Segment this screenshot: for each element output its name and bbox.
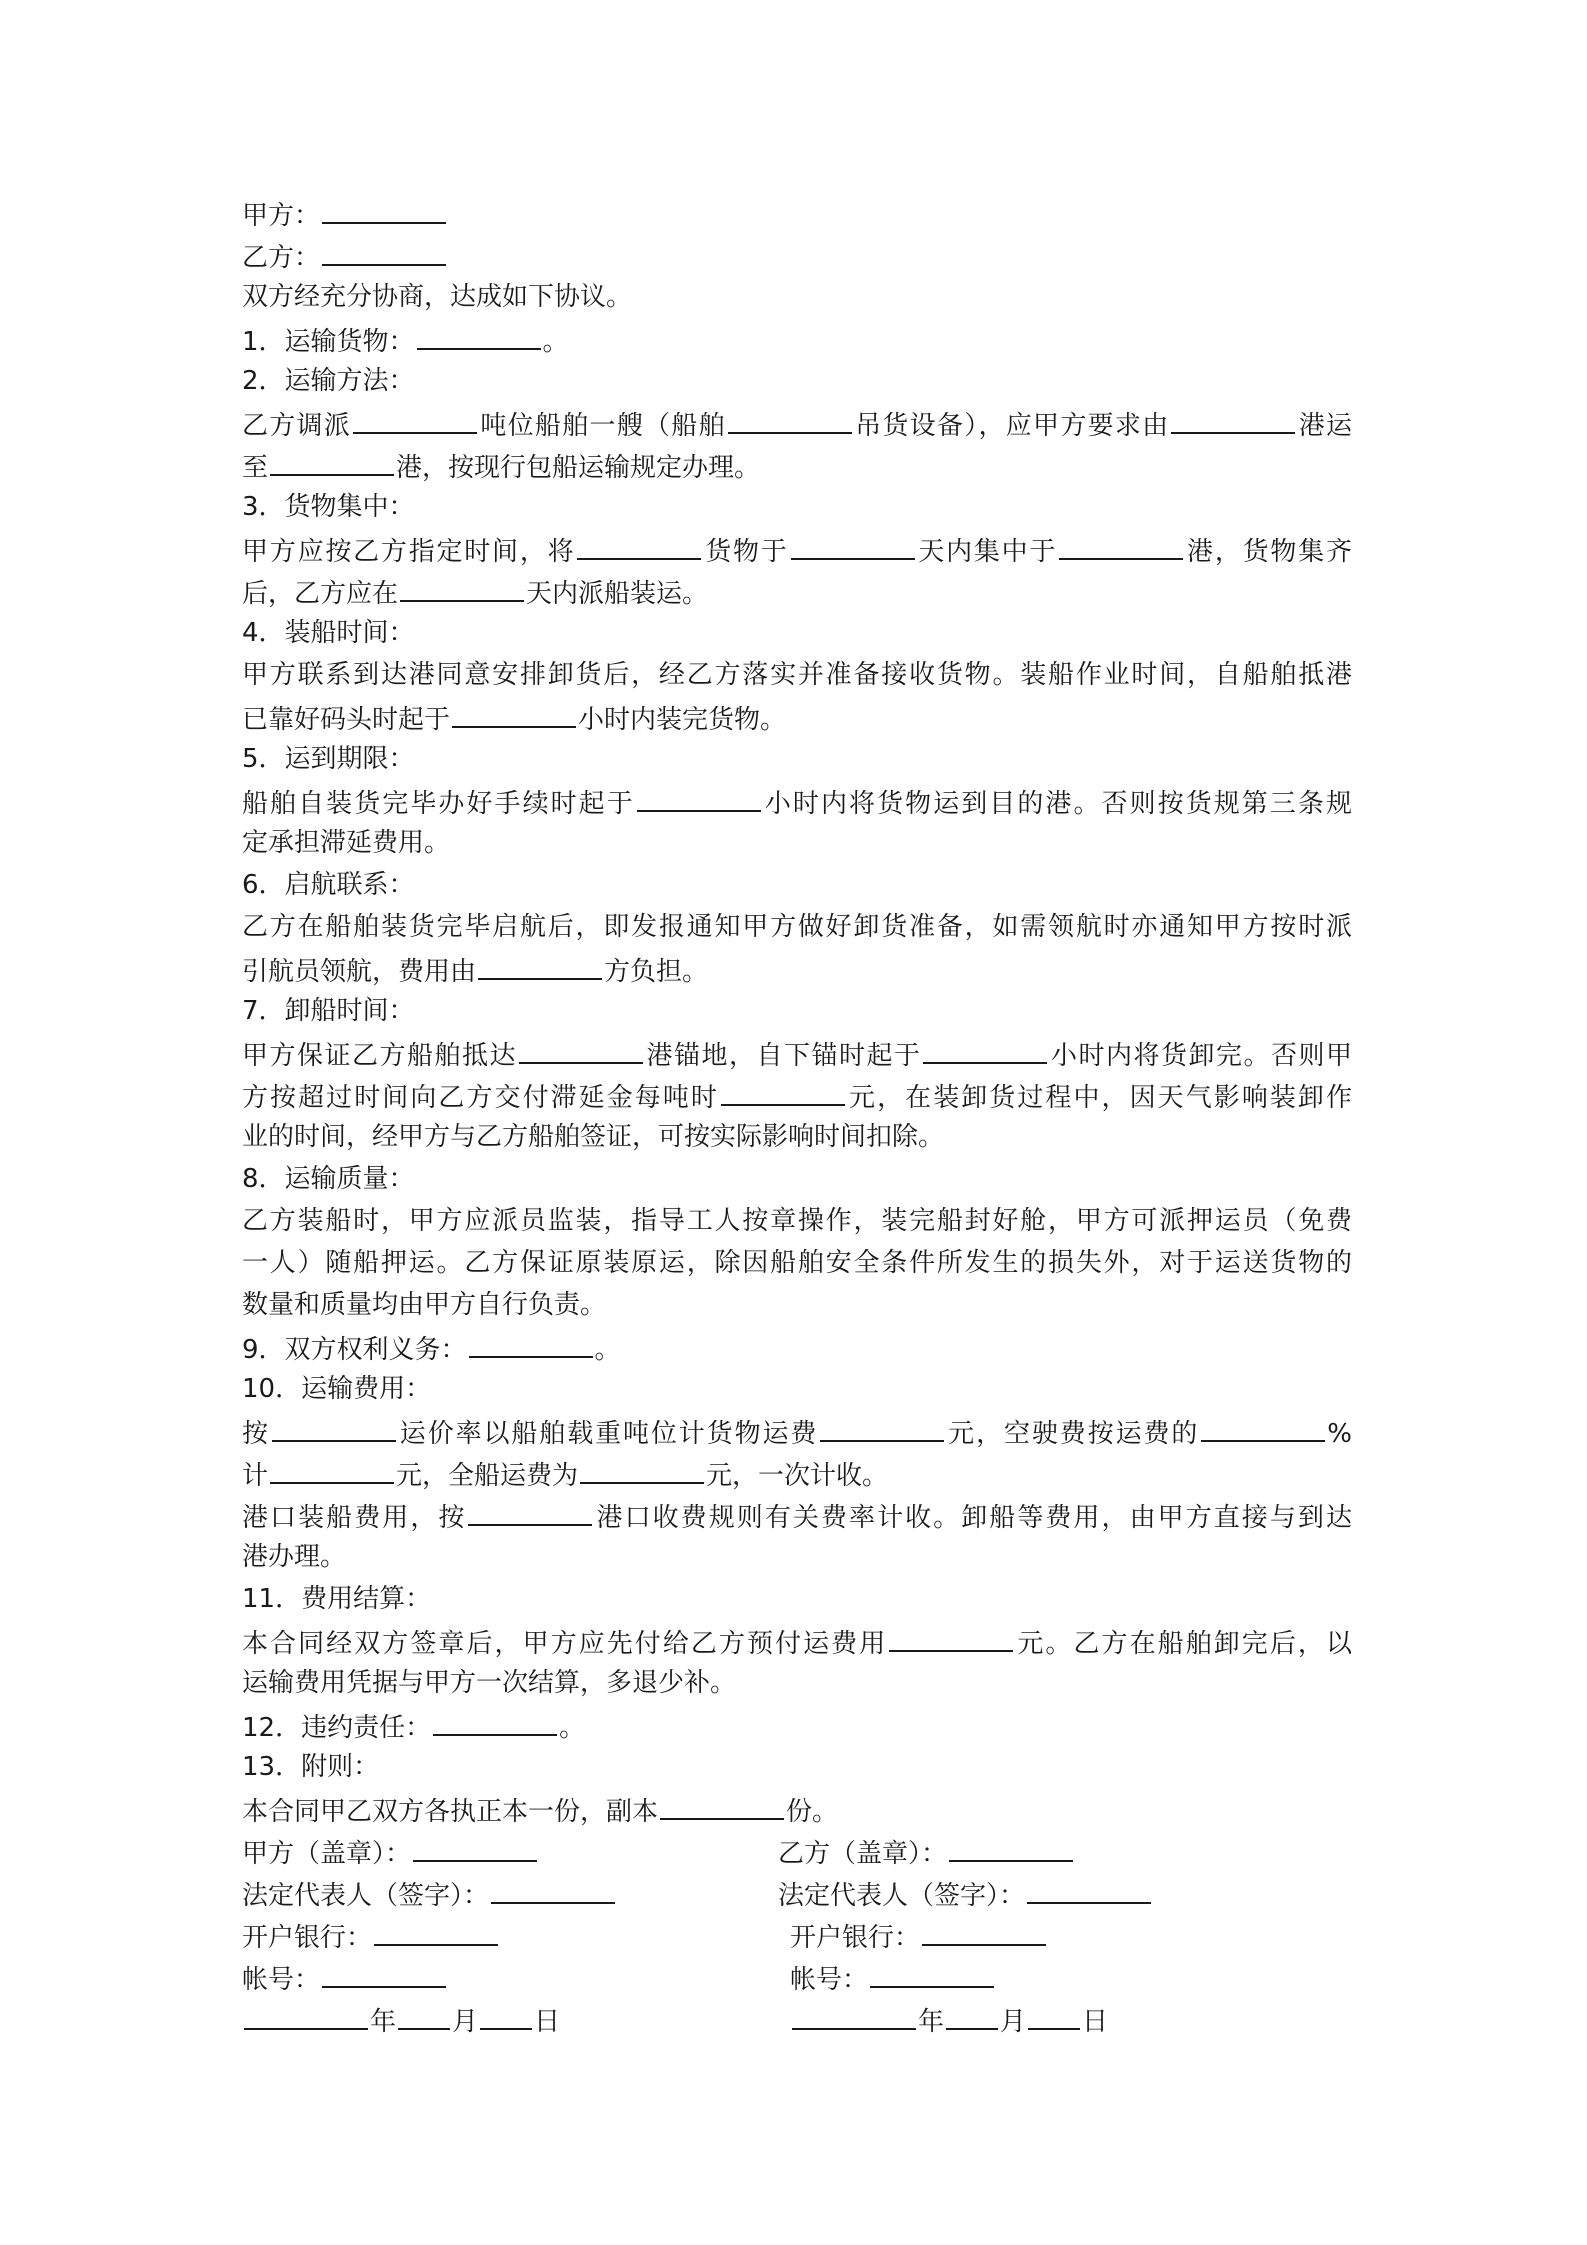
text: 吊货设备），应甲方要求由 xyxy=(853,411,1170,441)
section-8-line-2: 一人）随船押运。乙方保证原装原运，除因船舶安全条件所发生的损失外，对于运送货物的 xyxy=(242,1248,1352,1278)
party-b-rep-blank[interactable] xyxy=(1027,1872,1151,1904)
text: 后，乙方应在 xyxy=(242,579,399,609)
section-13-title: 13．附则： xyxy=(242,1752,380,1782)
section-11-line-2: 运输费用凭据与甲方一次结算，多退少补。 xyxy=(242,1668,737,1698)
section-10-title: 10．运输费用： xyxy=(242,1374,432,1404)
text: 港运 xyxy=(1297,411,1352,441)
text: 元，一次计收。 xyxy=(706,1461,889,1491)
crane-blank[interactable] xyxy=(728,402,852,434)
section-9 xyxy=(242,1326,1352,1368)
punct: 。 xyxy=(594,1335,621,1365)
party-b-bank-label: 开户银行： xyxy=(790,1923,921,1953)
section-8-line-1: 乙方装船时，甲方应派员监装，指导工人按章操作，装完船封好舱，甲方可派押运员（免费 xyxy=(242,1206,1352,1236)
text: 引航员领航，费用由 xyxy=(242,957,477,987)
ship-days-blank[interactable] xyxy=(400,570,524,602)
rights-blank[interactable] xyxy=(469,1326,593,1358)
section-9-title: 9．双方权利义务： xyxy=(242,1335,467,1365)
party-a-account-blank[interactable] xyxy=(322,1956,446,1988)
empty-run-percent-blank[interactable] xyxy=(1201,1410,1325,1442)
transit-hours-blank[interactable] xyxy=(637,780,761,812)
gather-port-blank[interactable] xyxy=(1059,528,1183,560)
day-label: 日 xyxy=(1082,2007,1109,2037)
party-b-day-blank[interactable] xyxy=(1028,1998,1080,2030)
party-b-line xyxy=(242,234,1352,276)
section-4-line-1: 甲方联系到达港同意安排卸货后，经乙方落实并准备接收货物。装船作业时间，自船舶抵港 xyxy=(242,660,1352,690)
text: 小时内将货卸完。否则甲 xyxy=(1049,1041,1352,1071)
section-3-title: 3．货物集中： xyxy=(242,492,415,522)
section-10-line-4: 港办理。 xyxy=(242,1542,347,1572)
prepayment-blank[interactable] xyxy=(889,1620,1013,1652)
section-11-line-1 xyxy=(242,1620,1352,1662)
punct: 。 xyxy=(559,1713,586,1743)
tonnage-blank[interactable] xyxy=(353,402,477,434)
party-a-rep-label: 法定代表人（签字）： xyxy=(242,1881,490,1911)
section-8-line-3: 数量和质量均由甲方自行负责。 xyxy=(242,1290,607,1320)
section-5-line-1 xyxy=(242,780,1352,822)
party-b-account xyxy=(790,1956,996,1998)
party-b-rep xyxy=(778,1872,1153,1914)
text: 小时内装完货物。 xyxy=(578,705,787,735)
days-blank[interactable] xyxy=(791,528,915,560)
text: 本合同经双方签章后，甲方应先付给乙方预付运费用 xyxy=(242,1629,888,1659)
party-a-bank-label: 开户银行： xyxy=(242,1923,373,1953)
origin-port-blank[interactable] xyxy=(1171,402,1295,434)
party-b-seal-blank[interactable] xyxy=(949,1830,1073,1862)
section-2-title: 2．运输方法： xyxy=(242,366,415,396)
text: 按 xyxy=(242,1419,270,1449)
party-b-blank[interactable] xyxy=(322,234,446,266)
section-10-line-3 xyxy=(242,1494,1352,1536)
party-b-account-label: 帐号： xyxy=(790,1965,869,1995)
section-8-title: 8．运输质量： xyxy=(242,1164,415,1194)
party-b-account-blank[interactable] xyxy=(870,1956,994,1988)
section-7-line-1 xyxy=(242,1032,1352,1074)
party-a-line xyxy=(242,192,1352,234)
party-a-account-label: 帐号： xyxy=(242,1965,321,1995)
text: 甲方保证乙方船舶抵达 xyxy=(242,1041,517,1071)
text: 本合同甲乙双方各执正本一份，副本 xyxy=(242,1797,659,1827)
section-5-title: 5．运到期限： xyxy=(242,744,415,774)
text: 吨位船舶一艘（船舶 xyxy=(479,411,726,441)
text: 船舶自装货完毕办好手续时起于 xyxy=(242,789,635,819)
month-label: 月 xyxy=(1000,2007,1027,2037)
port-rules-blank[interactable] xyxy=(468,1494,592,1526)
destination-port-blank[interactable] xyxy=(270,444,394,476)
section-1-title: 1．运输货物： xyxy=(242,327,415,357)
text: 小时内将货物运到目的港。否则按货规第三条规 xyxy=(762,789,1352,819)
party-b-seal-label: 乙方（盖章）： xyxy=(778,1839,948,1869)
text: 元，空驶费按运费的 xyxy=(946,1419,1200,1449)
intro-line: 双方经充分协商，达成如下协议。 xyxy=(242,282,633,312)
text: 元，全船运费为 xyxy=(396,1461,579,1491)
section-1 xyxy=(242,318,1352,360)
text: 货物于 xyxy=(703,537,789,567)
party-b-rep-label: 法定代表人（签字）： xyxy=(778,1881,1026,1911)
text: 至 xyxy=(242,453,269,483)
text: 方按超过时间向乙方交付滞延金每吨时 xyxy=(242,1083,719,1113)
party-b-bank xyxy=(790,1914,1048,1956)
text: 港锚地，自下锚时起于 xyxy=(645,1041,922,1071)
text: 天内派船装运。 xyxy=(526,579,709,609)
section-7-line-2 xyxy=(242,1074,1352,1116)
text: 运价率以船舶载重吨位计货物运费 xyxy=(397,1419,819,1449)
demurrage-rate-blank[interactable] xyxy=(721,1074,845,1106)
party-a-seal-blank[interactable] xyxy=(413,1830,537,1862)
party-a-rep-blank[interactable] xyxy=(491,1872,615,1904)
copies-blank[interactable] xyxy=(660,1788,784,1820)
party-b-seal xyxy=(778,1830,1075,1872)
party-b-month-blank[interactable] xyxy=(946,1998,998,2030)
text: 港，按现行包船运输规定办理。 xyxy=(396,453,761,483)
section-10-line-2 xyxy=(242,1452,1352,1494)
goods-blank[interactable] xyxy=(577,528,701,560)
party-b-label: 乙方： xyxy=(242,243,321,273)
section-5-line-2: 定承担滞延费用。 xyxy=(242,828,451,858)
total-freight-blank[interactable] xyxy=(580,1452,704,1484)
section-11-title: 11．费用结算： xyxy=(242,1584,432,1614)
day-label: 日 xyxy=(534,2007,561,2037)
party-a-year-blank[interactable] xyxy=(244,1998,368,2030)
section-13-line-1 xyxy=(242,1788,1352,1830)
text: % xyxy=(1327,1419,1352,1449)
liability-blank[interactable] xyxy=(433,1704,557,1736)
section-3-line-2 xyxy=(242,570,1352,612)
month-label: 月 xyxy=(452,2007,479,2037)
party-b-year-blank[interactable] xyxy=(792,1998,916,2030)
unload-hours-blank[interactable] xyxy=(923,1032,1047,1064)
party-a-day-blank[interactable] xyxy=(480,1998,532,2030)
pilot-fee-party-blank[interactable] xyxy=(478,948,602,980)
empty-run-fee-blank[interactable] xyxy=(270,1452,394,1484)
section-2-line-2 xyxy=(242,444,1352,486)
party-b-bank-blank[interactable] xyxy=(922,1914,1046,1946)
section-12-title: 12．违约责任： xyxy=(242,1713,432,1743)
party-a-bank-blank[interactable] xyxy=(374,1914,498,1946)
freight-blank[interactable] xyxy=(820,1410,944,1442)
section-3-line-1 xyxy=(242,528,1352,570)
year-label: 年 xyxy=(918,2007,945,2037)
text: 计 xyxy=(242,1461,269,1491)
text: 乙方调派 xyxy=(242,411,352,441)
cargo-blank[interactable] xyxy=(417,318,541,350)
party-a-month-blank[interactable] xyxy=(398,1998,450,2030)
text: 份。 xyxy=(786,1797,839,1827)
text: 天内集中于 xyxy=(916,537,1058,567)
rate-blank[interactable] xyxy=(272,1410,396,1442)
text: 港口收费规则有关费率计收。卸船等费用，由甲方直接与到达 xyxy=(594,1503,1352,1533)
section-6-title: 6．启航联系： xyxy=(242,870,415,900)
punct: 。 xyxy=(542,327,569,357)
section-7-title: 7．卸船时间： xyxy=(242,996,415,1026)
section-6-line-1: 乙方在船舶装货完毕启航后，即发报通知甲方做好卸货准备，如需领航时亦通知甲方按时派 xyxy=(242,912,1352,942)
loading-hours-blank[interactable] xyxy=(452,696,576,728)
text: 元。乙方在船舶卸完后，以 xyxy=(1015,1629,1352,1659)
section-4-title: 4．装船时间： xyxy=(242,618,415,648)
section-4-line-2 xyxy=(242,696,1352,738)
section-7-line-3: 业的时间，经甲方与乙方船舶签证，可按实际影响时间扣除。 xyxy=(242,1122,945,1152)
text: 已靠好码头时起于 xyxy=(242,705,451,735)
section-10-line-1 xyxy=(242,1410,1352,1452)
party-b-date xyxy=(790,1998,1108,2040)
party-a-label: 甲方： xyxy=(242,201,321,231)
party-a-blank[interactable] xyxy=(322,192,446,224)
text: 港，货物集齐 xyxy=(1185,537,1352,567)
text: 甲方应按乙方指定时间，将 xyxy=(242,537,576,567)
text: 港口装船费用，按 xyxy=(242,1503,467,1533)
section-6-line-2 xyxy=(242,948,1352,990)
section-2-line-1 xyxy=(242,402,1352,444)
anchor-port-blank[interactable] xyxy=(519,1032,643,1064)
party-a-seal-label: 甲方（盖章）： xyxy=(242,1839,412,1869)
year-label: 年 xyxy=(370,2007,397,2037)
text: 元，在装卸货过程中，因天气影响装卸作 xyxy=(846,1083,1352,1113)
section-12 xyxy=(242,1704,1352,1746)
text: 方负担。 xyxy=(604,957,709,987)
